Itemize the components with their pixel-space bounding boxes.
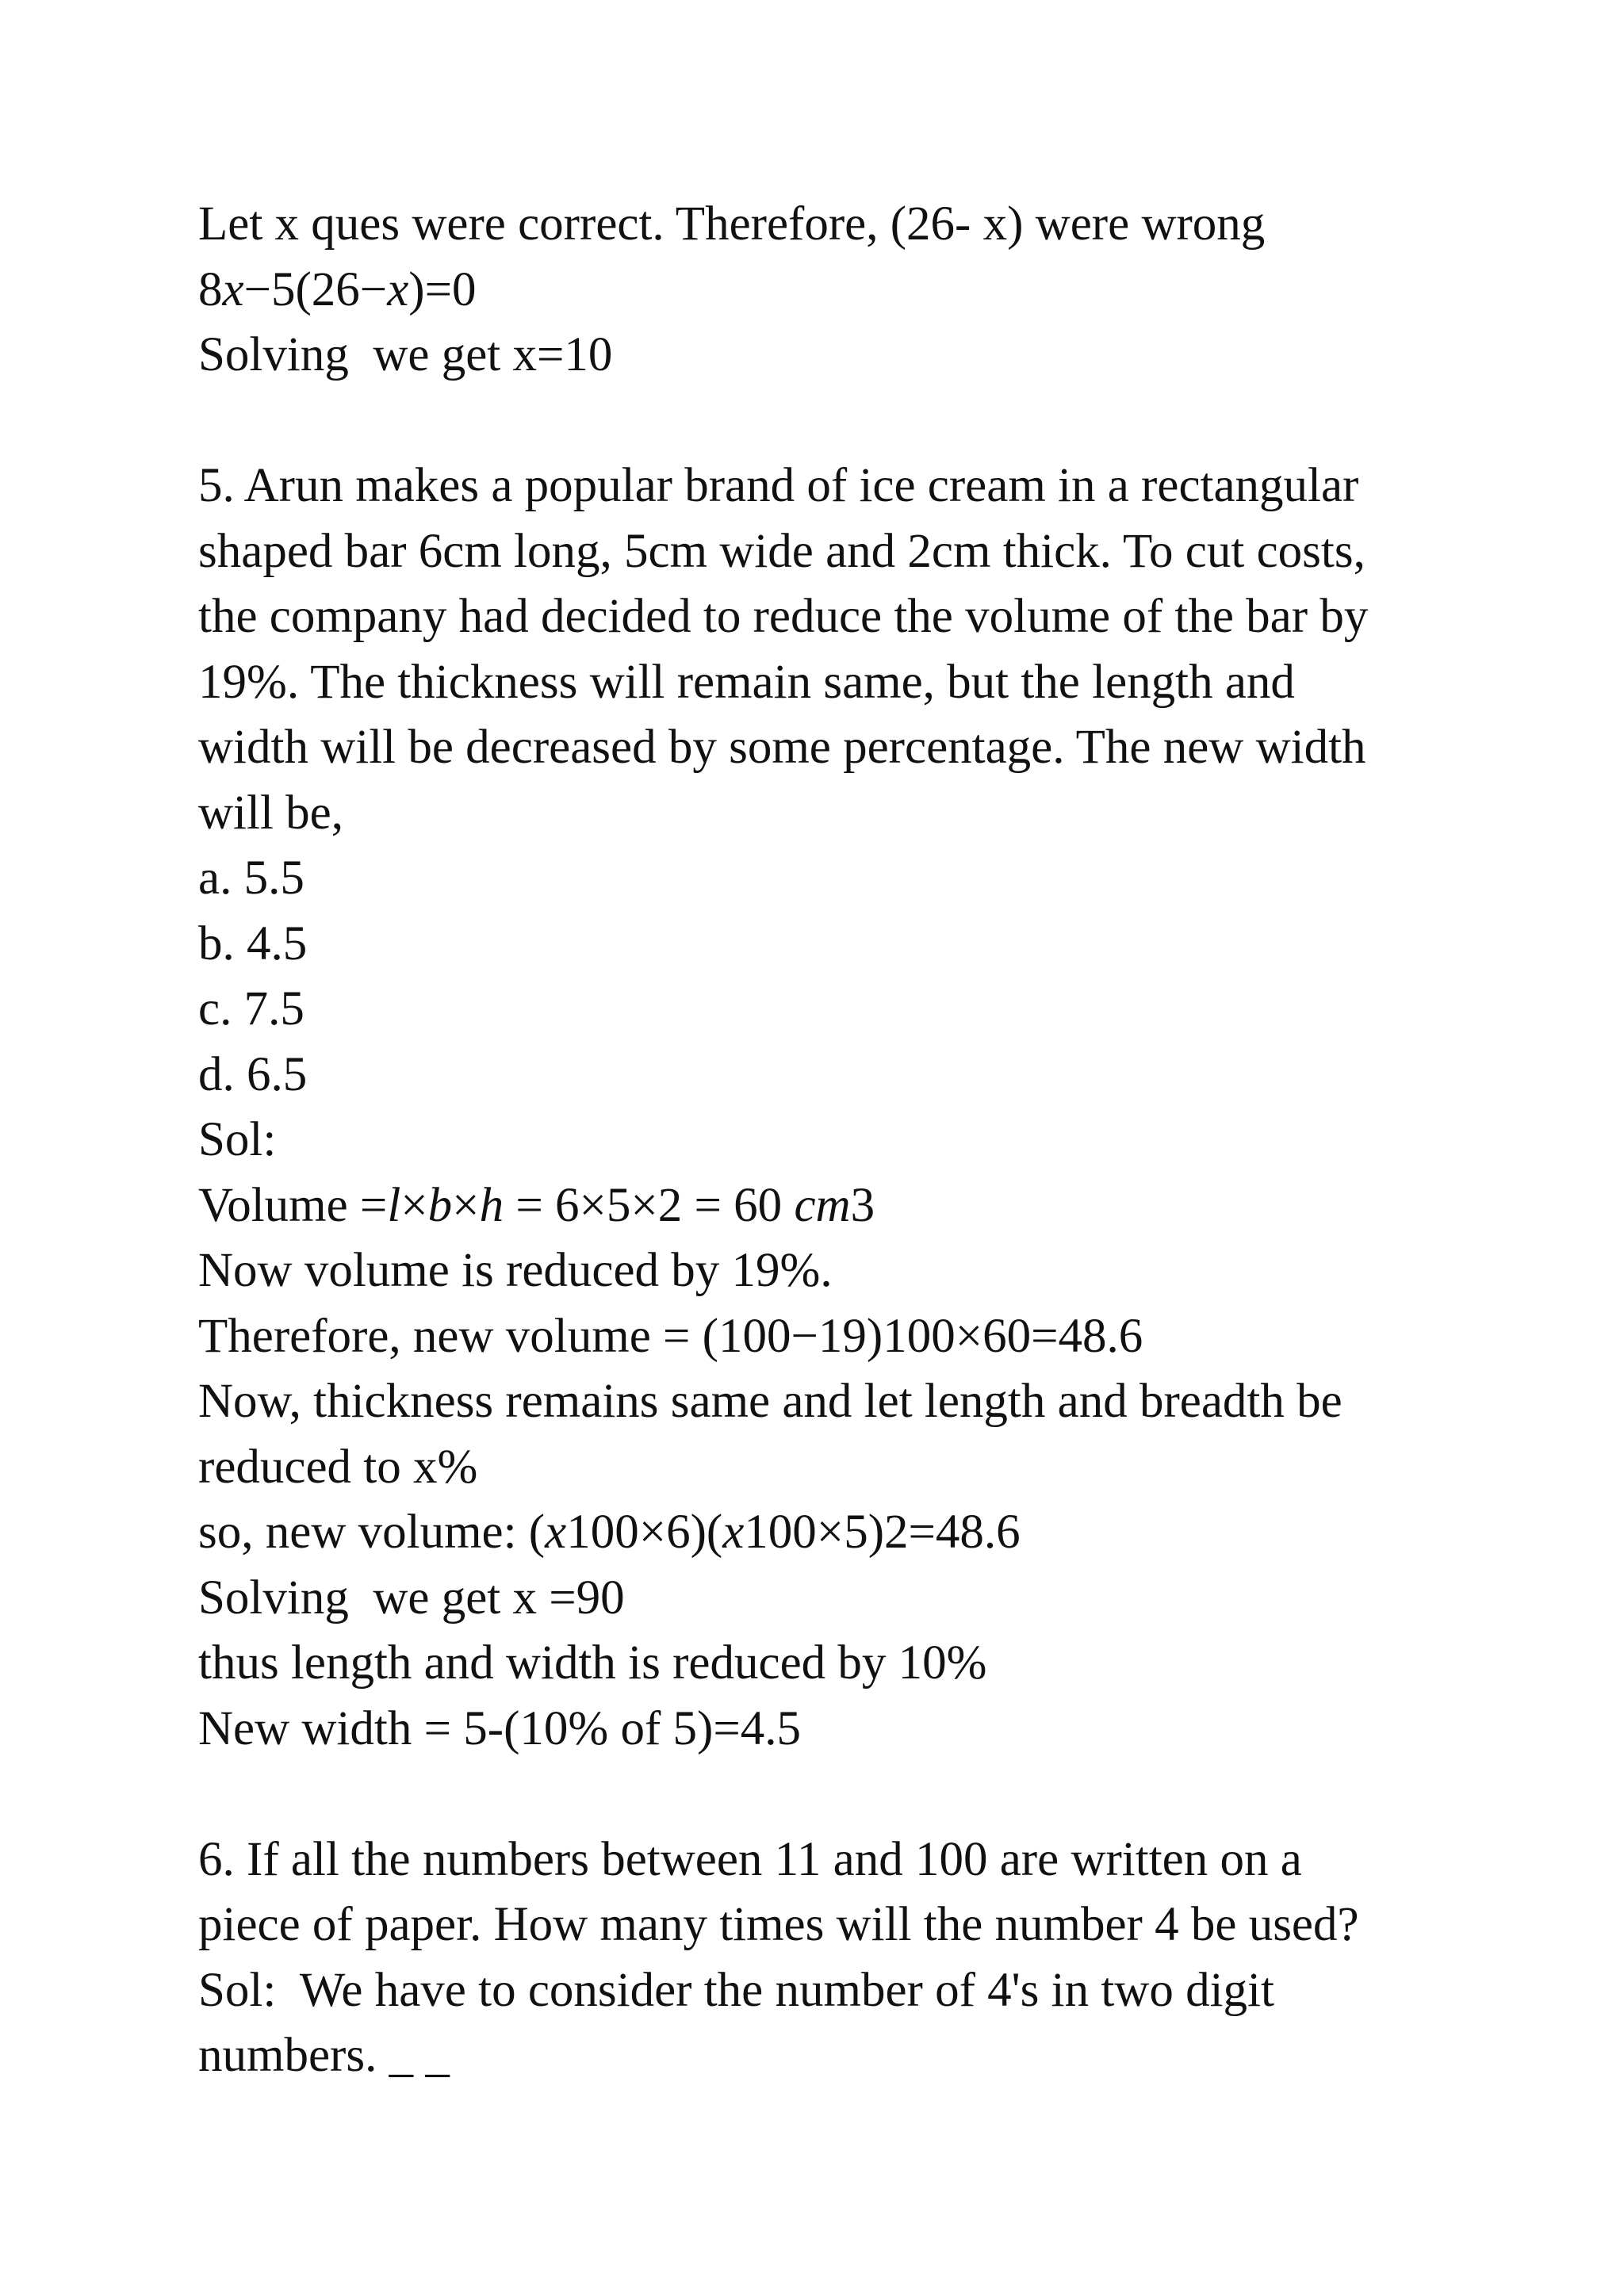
question-5-line: shaped bar 6cm long, 5cm wide and 2cm thick. To cut costs, (198, 524, 1365, 578)
question-6-line: Sol: We have to consider the number of 4's in two digit (198, 1963, 1274, 2017)
previous-solution-result: Solving we get x=10 (198, 328, 613, 381)
question-5-line: 19%. The thickness will remain same, but the length and (198, 655, 1295, 709)
document-content (198, 192, 1435, 2089)
reduction-line: thus length and width is reduced by 10% (198, 1636, 987, 1689)
new-width-line: New width = 5-(10% of 5)=4.5 (198, 1701, 801, 1755)
question-5-line: will be, (198, 786, 343, 840)
thickness-line-continued: reduced to x% (198, 1440, 478, 1494)
question-5-line: the company had decided to reduce the volume of the bar by (198, 590, 1369, 643)
thickness-line: Now, thickness remains same and let length and breadth be (198, 1375, 1342, 1428)
solution-label: Sol: (198, 1113, 277, 1166)
option-b: b. 4.5 (198, 916, 308, 970)
question-6-line: piece of paper. How many times will the number 4 be used? (198, 1898, 1359, 1951)
new-volume-line: Therefore, new volume = (100−19)100×60=48.6 (198, 1309, 1143, 1363)
question-5-line: 5. Arun makes a popular brand of ice cream in a rectangular (198, 459, 1359, 512)
previous-solution-line: Let x ques were correct. Therefore, (26- x) were wrong (198, 197, 1266, 251)
paragraph-gap (198, 388, 1435, 454)
paragraph-gap (198, 1762, 1435, 1827)
volume-reduced-line: Now volume is reduced by 19%. (198, 1244, 833, 1297)
previous-solution-equation: 8x−5(26−x)=0 (198, 262, 477, 316)
option-d: d. 6.5 (198, 1047, 308, 1101)
question-5-text (198, 453, 1435, 846)
volume-formula: Volume =l×b×h = 6×5×2 = 60 cm3 (198, 1178, 875, 1232)
question-5-line: width will be decreased by some percentage. The new width (198, 721, 1366, 774)
option-a: a. 5.5 (198, 851, 304, 905)
option-c: c. 7.5 (198, 982, 304, 1035)
question-6-line: 6. If all the numbers between 11 and 100 are written on a (198, 1832, 1302, 1886)
solve-x-line: Solving we get x =90 (198, 1571, 625, 1624)
question-5-options (198, 846, 1435, 1108)
question-6-line: numbers. _ _ (198, 2029, 450, 2082)
new-volume-equation: so, new volume: (x100×6)(x100×5)2=48.6 (198, 1506, 1021, 1559)
question-6-text (198, 1827, 1435, 2089)
